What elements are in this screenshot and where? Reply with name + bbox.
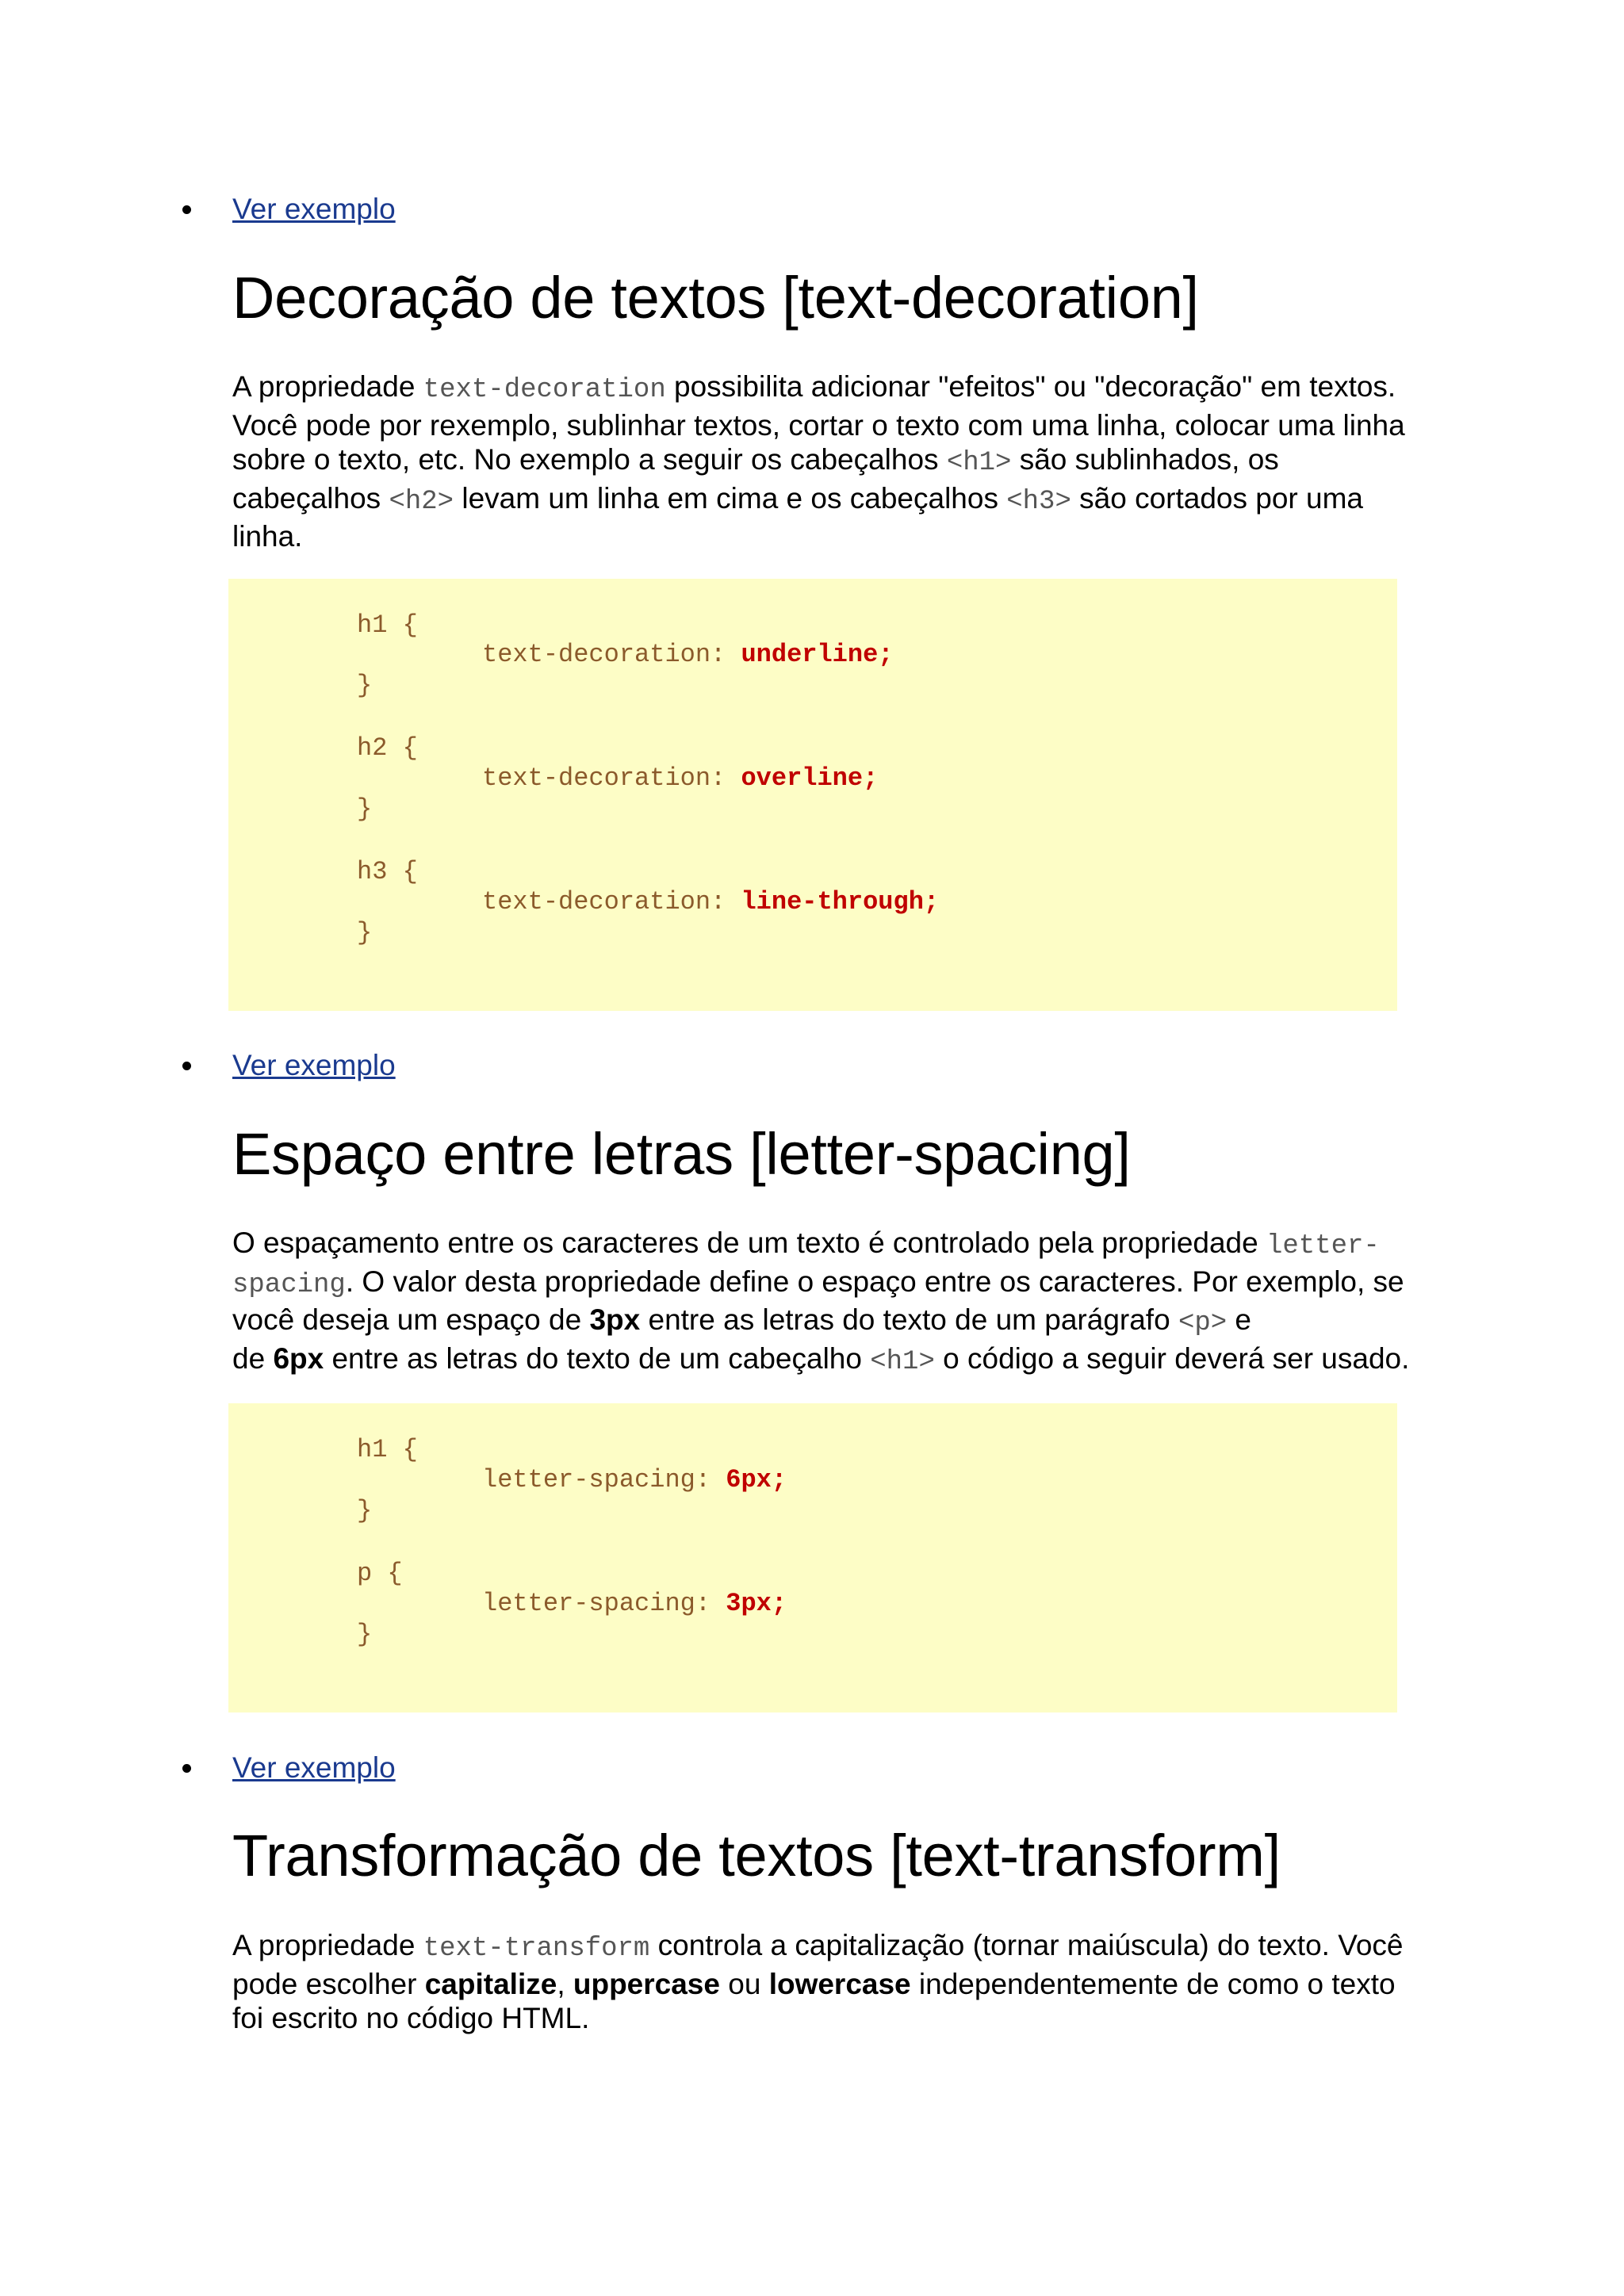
code-value: underline;	[741, 640, 894, 669]
code-selector: h1 {	[357, 610, 418, 640]
code-selector: p {	[357, 1559, 403, 1588]
para-text: levam um linha em cima e os cabeçalhos	[454, 481, 1007, 515]
code-property: text-decoration:	[482, 887, 741, 916]
para-text: você deseja um espaço de	[232, 1303, 590, 1336]
list-bullet	[182, 1764, 191, 1773]
inline-code: text-transform	[423, 1934, 650, 1964]
code-value: 3px;	[726, 1589, 787, 1618]
code-selector: h3 {	[357, 857, 418, 886]
code-declaration	[482, 640, 893, 670]
bold-value: 3px	[589, 1303, 641, 1336]
code-property: letter-spacing:	[482, 1589, 726, 1618]
list-bullet	[182, 1062, 191, 1070]
inline-code: <h1>	[870, 1346, 935, 1377]
code-property: letter-spacing:	[482, 1465, 726, 1494]
code-property: text-decoration:	[482, 640, 741, 669]
code-selector: h1 {	[357, 1435, 418, 1464]
code-declaration	[482, 763, 878, 794]
bold-value: 6px	[273, 1341, 324, 1375]
para-text: O espaçamento entre os caracteres de um texto é controlado pela propriedade	[232, 1226, 1266, 1259]
code-close-brace: }	[357, 1496, 373, 1525]
list-bullet	[182, 205, 191, 214]
para-text: linha.	[232, 520, 303, 553]
section-heading-letter-spacing: Espaço entre letras [letter-spacing]	[232, 1121, 1131, 1187]
section-heading-text-transform: Transformação de textos [text-transform]	[232, 1823, 1281, 1888]
inline-code: <h1>	[946, 448, 1012, 478]
para-text: . O valor desta propriedade define o espaço entre os caracteres. Por exemplo, se	[345, 1265, 1404, 1298]
para-text: o código a seguir deverá ser usado.	[934, 1341, 1410, 1375]
inline-code: <h2>	[389, 486, 454, 517]
code-declaration	[482, 887, 939, 917]
para-text: controla a capitalização (tornar maiúscula) do texto. Você	[649, 1929, 1404, 1961]
para-text: A propriedade	[232, 1929, 423, 1961]
section-paragraph	[232, 1928, 1404, 2036]
para-text: e	[1227, 1303, 1252, 1336]
bold-value: capitalize	[424, 1967, 557, 2000]
code-declaration	[482, 1465, 787, 1495]
section-paragraph	[232, 369, 1405, 554]
para-text: são cortados por uma	[1071, 481, 1364, 515]
para-text: de	[232, 1341, 274, 1375]
ver-exemplo-link[interactable]: Ver exemplo	[232, 1049, 396, 1081]
code-close-brace: }	[357, 1620, 373, 1649]
bold-value: lowercase	[768, 1967, 911, 2000]
code-close-brace: }	[357, 918, 373, 947]
inline-code: letter-	[1266, 1231, 1380, 1261]
ver-exemplo-link[interactable]: Ver exemplo	[232, 193, 396, 225]
section-heading-text-decoration: Decoração de textos [text-decoration]	[232, 265, 1199, 331]
section-paragraph	[232, 1226, 1410, 1380]
inline-code: text-decoration	[423, 375, 666, 405]
code-close-brace: }	[357, 671, 373, 700]
code-property: text-decoration:	[482, 763, 741, 793]
para-text: cabeçalhos	[232, 481, 389, 515]
para-text: pode escolher	[232, 1967, 425, 2000]
code-close-brace: }	[357, 794, 373, 824]
code-selector: h2 {	[357, 733, 418, 763]
para-text: ou	[719, 1967, 769, 2000]
para-text: sobre o texto, etc. No exemplo a seguir os cabeçalhos	[232, 443, 947, 476]
para-text: foi escrito no código HTML.	[232, 2002, 590, 2034]
code-value: line-through;	[741, 887, 940, 916]
code-value: overline;	[741, 763, 879, 793]
bold-value: uppercase	[573, 1967, 720, 2000]
para-text: são sublinhados, os	[1011, 443, 1279, 476]
para-text: A propriedade	[232, 370, 423, 403]
code-value: 6px;	[726, 1465, 787, 1494]
para-text: entre as letras do texto de um cabeçalho	[324, 1341, 871, 1375]
code-declaration	[482, 1589, 787, 1619]
para-text: possibilita adicionar "efeitos" ou "decoração" em textos.	[665, 370, 1396, 403]
inline-code: spacing	[232, 1269, 346, 1300]
para-text: Você pode por rexemplo, sublinhar textos, cortar o texto com uma linha, colocar uma linha	[232, 408, 1405, 442]
inline-code: <h3>	[1006, 486, 1071, 517]
para-text: ,	[557, 1967, 573, 2000]
ver-exemplo-link[interactable]: Ver exemplo	[232, 1751, 396, 1784]
inline-code: <p>	[1178, 1308, 1228, 1338]
para-text: entre as letras do texto de um parágrafo	[640, 1303, 1178, 1336]
para-text: independentemente de como o texto	[910, 1967, 1396, 2000]
